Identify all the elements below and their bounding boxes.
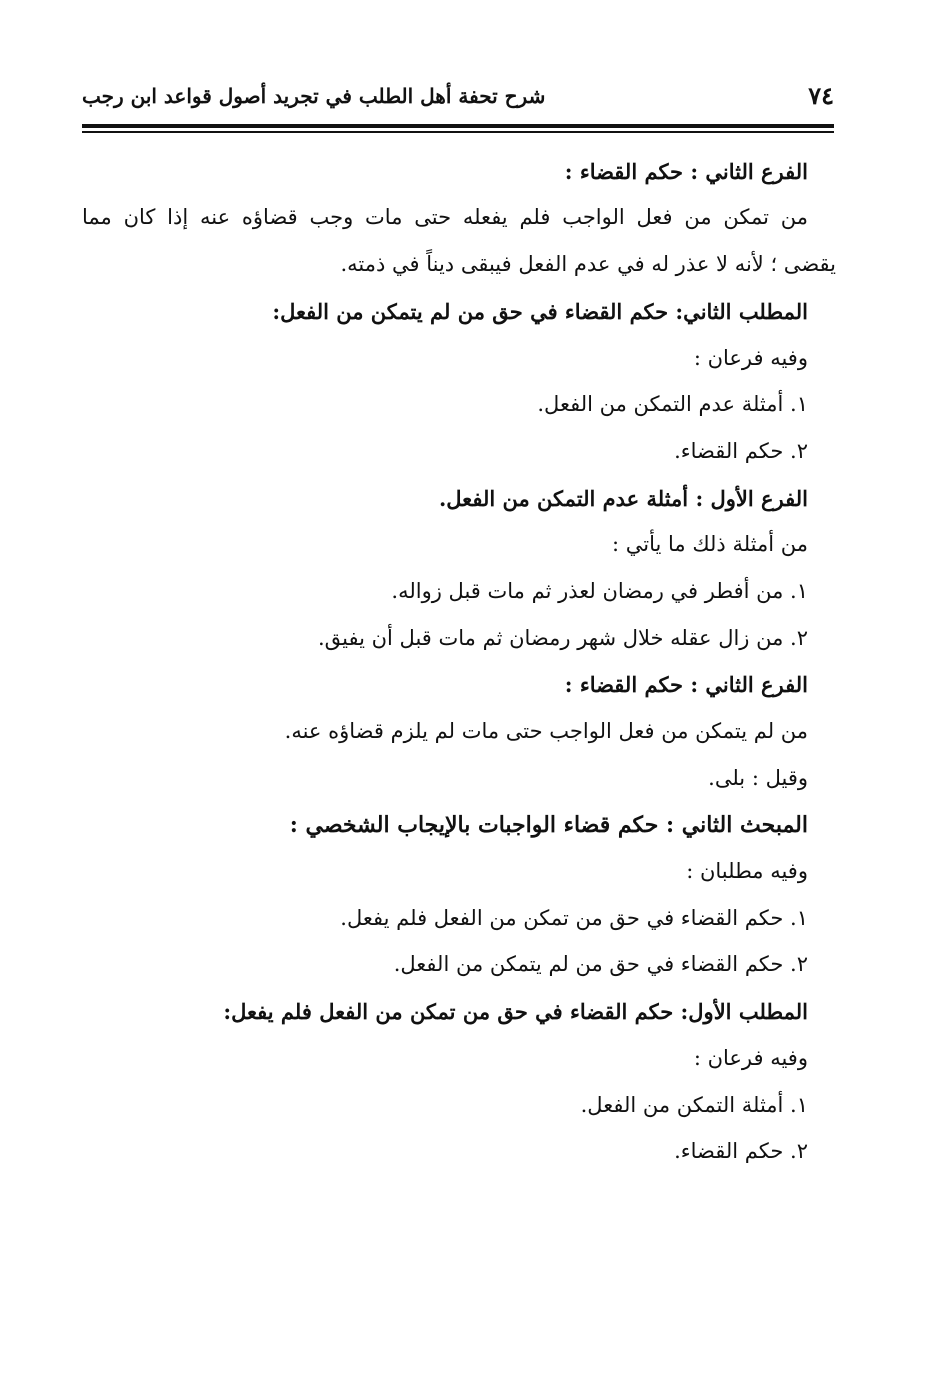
line-text: يقضى ؛ لأنه لا عذر له في عدم الفعل فيبقى ديناً في ذمته. (340, 252, 836, 277)
text-line (82, 335, 808, 382)
line-text: من لم يتمكن من فعل الواجب حتى مات لم يلزم قضاؤه عنه. (284, 719, 808, 743)
line-text: ٢. حكم القضاء. (674, 1139, 808, 1164)
list-item (82, 615, 808, 662)
text-line (82, 522, 808, 569)
line-text: ١. أمثلة عدم التمكن من الفعل. (537, 392, 808, 417)
list-item (82, 942, 808, 989)
page-number: ٧٤ (808, 81, 834, 110)
line-text: الفرع الأول : أمثلة عدم التمكن من الفعل. (438, 485, 808, 511)
line-text: ٢. من زال عقله خلال شهر رمضان ثم مات قبل أن يفيق. (317, 625, 808, 650)
line-text: من أمثلة ذلك ما يأتي : (611, 532, 808, 557)
section-heading (82, 288, 808, 335)
text-line (82, 848, 808, 895)
list-item (82, 428, 808, 475)
paragraph-line (82, 241, 836, 288)
page-body (82, 148, 836, 1175)
line-text: ١. أمثلة التمكن من الفعل. (580, 1092, 808, 1117)
line-text: وفيه فرعان : (693, 1045, 808, 1070)
list-item (82, 568, 808, 615)
list-item (82, 381, 808, 428)
text-line (82, 755, 808, 802)
line-text: المطلب الأول: حكم القضاء في حق من تمكن من الفعل فلم يفعل: (223, 999, 808, 1025)
list-item (82, 1128, 808, 1175)
line-text: ١. حكم القضاء في حق من تمكن من الفعل فلم يفعل. (340, 905, 808, 930)
subsection-heading (82, 148, 808, 195)
line-text: الفرع الثاني : حكم القضاء : (564, 672, 808, 698)
line-text: ٢. حكم القضاء. (674, 438, 808, 463)
line-text: من تمكن من فعل الواجب فلم يفعله حتى مات وجب قضاؤه عنه إذا كان مما (82, 205, 808, 230)
line-text: المبحث الثاني : حكم قضاء الواجبات بالإيجاب الشخصي : (289, 811, 808, 838)
header-rule-thick (82, 124, 834, 128)
line-text: ١. من أفطر في رمضان لعذر ثم مات قبل زواله. (391, 578, 808, 603)
line-text: وقيل : بلى. (708, 765, 808, 790)
list-item (82, 895, 808, 942)
line-text: وفيه فرعان : (693, 345, 808, 370)
line-text: ٢. حكم القضاء في حق من لم يتمكن من الفعل. (393, 952, 808, 977)
line-text: الفرع الثاني : حكم القضاء : (564, 158, 808, 184)
list-item (82, 1082, 808, 1129)
running-title: شرح تحفة أهل الطلب في تجريد أصول قواعد ابن رجب (82, 84, 546, 108)
subsection-heading (82, 475, 808, 522)
subsection-heading (82, 662, 808, 709)
text-line (82, 1035, 808, 1082)
header-rule-thin (82, 131, 834, 133)
page-header (82, 78, 834, 120)
text-line (82, 708, 808, 755)
paragraph-line (82, 195, 808, 242)
line-text: المطلب الثاني: حكم القضاء في حق من لم يتمكن من الفعل: (272, 298, 808, 324)
chapter-heading (82, 802, 808, 849)
line-text: وفيه مطلبان : (686, 859, 808, 884)
section-heading (82, 988, 808, 1035)
